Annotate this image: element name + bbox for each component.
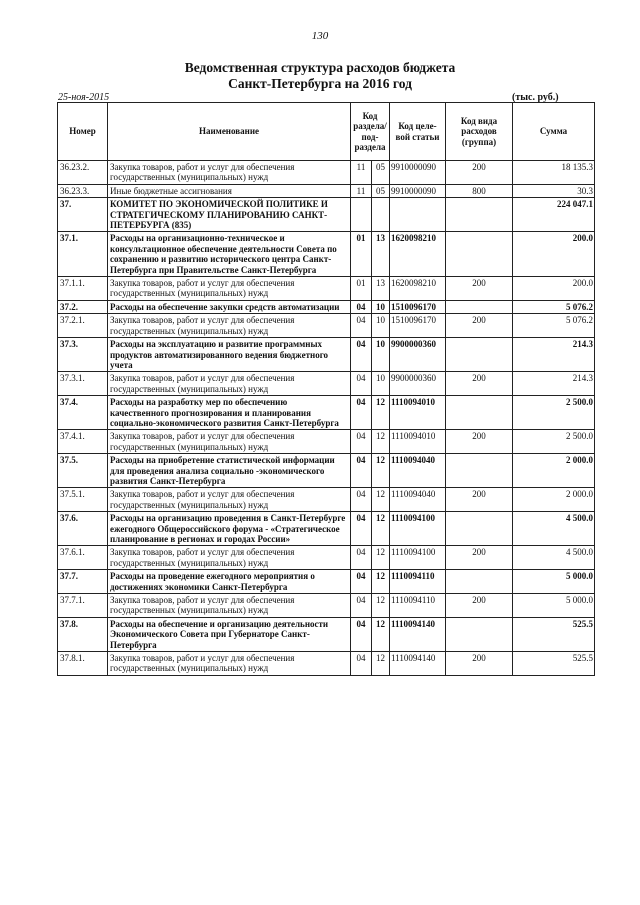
row-section: 04 [351, 652, 372, 676]
row-subsection: 12 [372, 570, 390, 594]
table-row [58, 372, 595, 396]
row-number: 37.3. [58, 338, 108, 372]
header-article: Код целе- вой статьи [390, 103, 446, 161]
row-section: 04 [351, 454, 372, 488]
row-number: 37.8.1. [58, 652, 108, 676]
row-article: 1510096170 [390, 314, 446, 338]
row-sum: 2 000.0 [513, 454, 595, 488]
table-row [58, 594, 595, 618]
row-article: 1110094040 [390, 454, 446, 488]
row-section: 04 [351, 617, 372, 651]
title-line-2: Санкт-Петербурга на 2016 год [228, 76, 412, 91]
row-sum: 200.0 [513, 232, 595, 277]
table-row [58, 546, 595, 570]
row-article: 9900000360 [390, 338, 446, 372]
row-name: Иные бюджетные ассигнования [108, 184, 351, 197]
table-row [58, 300, 595, 313]
row-expense-type: 200 [446, 161, 513, 185]
row-article: 1110094140 [390, 652, 446, 676]
row-name: КОМИТЕТ ПО ЭКОНОМИЧЕСКОЙ ПОЛИТИКЕ И СТРАТЕГИЧЕСКОМУ ПЛАНИРОВАНИЮ САНКТ-ПЕТЕРБУРГА (835) [108, 198, 351, 232]
table-row [58, 232, 595, 277]
row-subsection: 13 [372, 232, 390, 277]
row-number: 36.23.2. [58, 161, 108, 185]
row-subsection: 12 [372, 512, 390, 546]
row-sum: 214.3 [513, 338, 595, 372]
row-article: 1110094010 [390, 430, 446, 454]
row-subsection: 12 [372, 488, 390, 512]
row-expense-type [446, 300, 513, 313]
row-section: 04 [351, 338, 372, 372]
table-row [58, 161, 595, 185]
row-name: Расходы на проведение ежегодного мероприятия о достижениях экономики Санкт-Петербурга [108, 570, 351, 594]
units-label: (тыс. руб.) [512, 92, 559, 103]
row-subsection: 05 [372, 161, 390, 185]
table-row [58, 396, 595, 430]
row-section: 01 [351, 277, 372, 301]
row-article: 1110094100 [390, 512, 446, 546]
table-row [58, 430, 595, 454]
row-sum: 4 500.0 [513, 512, 595, 546]
row-subsection: 12 [372, 617, 390, 651]
row-expense-type [446, 396, 513, 430]
row-name: Расходы на приобретение статистической информации для проведения анализа социально -экономического развития Санкт-Петербурга [108, 454, 351, 488]
row-name: Расходы на обеспечение закупки средств автоматизации [108, 300, 351, 313]
table-row [58, 512, 595, 546]
row-number: 37. [58, 198, 108, 232]
row-article: 1110094140 [390, 617, 446, 651]
row-number: 36.23.3. [58, 184, 108, 197]
row-sum: 525.5 [513, 617, 595, 651]
row-name: Закупка товаров, работ и услуг для обеспечения государственных (муниципальных) нужд [108, 594, 351, 618]
row-article: 1110094110 [390, 594, 446, 618]
row-article: 1110094100 [390, 546, 446, 570]
row-expense-type: 200 [446, 594, 513, 618]
row-name: Расходы на организацию проведения в Санкт-Петербурге ежегодного Общероссийского форума - «Стратегическое планирование в регионах и городах России» [108, 512, 351, 546]
row-number: 37.4.1. [58, 430, 108, 454]
table-row [58, 652, 595, 676]
row-subsection: 10 [372, 372, 390, 396]
row-section: 04 [351, 570, 372, 594]
row-sum: 525.5 [513, 652, 595, 676]
row-section: 04 [351, 300, 372, 313]
row-expense-type: 200 [446, 372, 513, 396]
row-number: 37.4. [58, 396, 108, 430]
row-number: 37.2.1. [58, 314, 108, 338]
header-row [58, 103, 595, 161]
row-expense-type [446, 198, 513, 232]
row-sum: 5 076.2 [513, 314, 595, 338]
table-row [58, 570, 595, 594]
row-number: 37.7.1. [58, 594, 108, 618]
row-expense-type: 200 [446, 277, 513, 301]
row-article: 9900000360 [390, 372, 446, 396]
page-number: 130 [311, 30, 329, 42]
row-section: 01 [351, 232, 372, 277]
row-sum: 4 500.0 [513, 546, 595, 570]
row-name: Закупка товаров, работ и услуг для обеспечения государственных (муниципальных) нужд [108, 314, 351, 338]
table-row [58, 314, 595, 338]
row-section: 04 [351, 488, 372, 512]
row-expense-type: 200 [446, 546, 513, 570]
row-name: Закупка товаров, работ и услуг для обеспечения государственных (муниципальных) нужд [108, 372, 351, 396]
row-sum: 18 135.3 [513, 161, 595, 185]
row-number: 37.1. [58, 232, 108, 277]
row-sum: 5 000.0 [513, 570, 595, 594]
row-name: Закупка товаров, работ и услуг для обеспечения государственных (муниципальных) нужд [108, 161, 351, 185]
row-section: 04 [351, 512, 372, 546]
row-subsection: 05 [372, 184, 390, 197]
row-name: Закупка товаров, работ и услуг для обеспечения государственных (муниципальных) нужд [108, 430, 351, 454]
table-row [58, 454, 595, 488]
row-subsection: 12 [372, 430, 390, 454]
row-section: 04 [351, 314, 372, 338]
row-name: Расходы на обеспечение и организацию деятельности Экономического Совета при Губернаторе Санкт-Петербурга [108, 617, 351, 651]
row-name: Закупка товаров, работ и услуг для обеспечения государственных (муниципальных) нужд [108, 488, 351, 512]
row-subsection: 12 [372, 454, 390, 488]
row-subsection: 13 [372, 277, 390, 301]
row-sum: 2 500.0 [513, 396, 595, 430]
row-section: 04 [351, 594, 372, 618]
header-name: Наименование [108, 103, 351, 161]
header-number: Номер [58, 103, 108, 161]
row-name: Расходы на организационно-техническое и консультационное обеспечение деятельности Совета по сохранению и развитию исторического центра Санкт-Петербурга при Правительстве Санкт-Петербурга [108, 232, 351, 277]
row-name: Расходы на разработку мер по обеспечению качественного прогнозирования и планирования социально-экономического развития Санкт-Петербурга [108, 396, 351, 430]
row-section: 11 [351, 161, 372, 185]
row-sum: 224 047.1 [513, 198, 595, 232]
row-article: 1110094110 [390, 570, 446, 594]
row-article: 1620098210 [390, 232, 446, 277]
row-section [351, 198, 372, 232]
row-section: 11 [351, 184, 372, 197]
row-sum: 5 000.0 [513, 594, 595, 618]
row-number: 37.5.1. [58, 488, 108, 512]
row-subsection: 12 [372, 396, 390, 430]
row-sum: 2 000.0 [513, 488, 595, 512]
row-number: 37.3.1. [58, 372, 108, 396]
header-expense-type: Код вида расходов (группа) [446, 103, 513, 161]
table-row [58, 198, 595, 232]
row-number: 37.5. [58, 454, 108, 488]
row-expense-type [446, 570, 513, 594]
row-name: Расходы на эксплуатацию и развитие программных продуктов автоматизированного ведения бюджетного учета [108, 338, 351, 372]
row-expense-type: 200 [446, 652, 513, 676]
row-section: 04 [351, 546, 372, 570]
row-name: Закупка товаров, работ и услуг для обеспечения государственных (муниципальных) нужд [108, 546, 351, 570]
row-section: 04 [351, 430, 372, 454]
row-sum: 200.0 [513, 277, 595, 301]
row-subsection: 12 [372, 546, 390, 570]
row-article [390, 198, 446, 232]
row-sum: 2 500.0 [513, 430, 595, 454]
row-number: 37.7. [58, 570, 108, 594]
row-number: 37.1.1. [58, 277, 108, 301]
row-number: 37.2. [58, 300, 108, 313]
row-article: 1620098210 [390, 277, 446, 301]
row-number: 37.6.1. [58, 546, 108, 570]
page-title [0, 60, 640, 92]
table-row [58, 277, 595, 301]
row-section: 04 [351, 372, 372, 396]
row-article: 9910000090 [390, 184, 446, 197]
row-expense-type: 800 [446, 184, 513, 197]
row-article: 1510096170 [390, 300, 446, 313]
row-article: 9910000090 [390, 161, 446, 185]
table-row [58, 617, 595, 651]
row-subsection [372, 198, 390, 232]
row-expense-type: 200 [446, 314, 513, 338]
header-section: Код раздела/ под- раздела [351, 103, 390, 161]
table-row [58, 488, 595, 512]
row-sum: 30.3 [513, 184, 595, 197]
row-expense-type [446, 232, 513, 277]
title-line-1: Ведомственная структура расходов бюджета [184, 60, 456, 75]
row-expense-type [446, 454, 513, 488]
row-expense-type: 200 [446, 430, 513, 454]
row-subsection: 10 [372, 338, 390, 372]
row-subsection: 12 [372, 652, 390, 676]
row-subsection: 10 [372, 300, 390, 313]
row-expense-type [446, 617, 513, 651]
row-article: 1110094010 [390, 396, 446, 430]
table-row [58, 184, 595, 197]
row-name: Закупка товаров, работ и услуг для обеспечения государственных (муниципальных) нужд [108, 652, 351, 676]
row-section: 04 [351, 396, 372, 430]
document-date: 25-ноя-2015 [58, 92, 110, 103]
row-article: 1110094040 [390, 488, 446, 512]
table-body [58, 161, 595, 676]
budget-table [57, 102, 595, 676]
row-expense-type [446, 338, 513, 372]
row-name: Закупка товаров, работ и услуг для обеспечения государственных (муниципальных) нужд [108, 277, 351, 301]
row-subsection: 10 [372, 314, 390, 338]
row-number: 37.6. [58, 512, 108, 546]
row-subsection: 12 [372, 594, 390, 618]
row-number: 37.8. [58, 617, 108, 651]
header-sum: Сумма [513, 103, 595, 161]
row-sum: 214.3 [513, 372, 595, 396]
row-sum: 5 076.2 [513, 300, 595, 313]
row-expense-type [446, 512, 513, 546]
row-expense-type: 200 [446, 488, 513, 512]
table-row [58, 338, 595, 372]
